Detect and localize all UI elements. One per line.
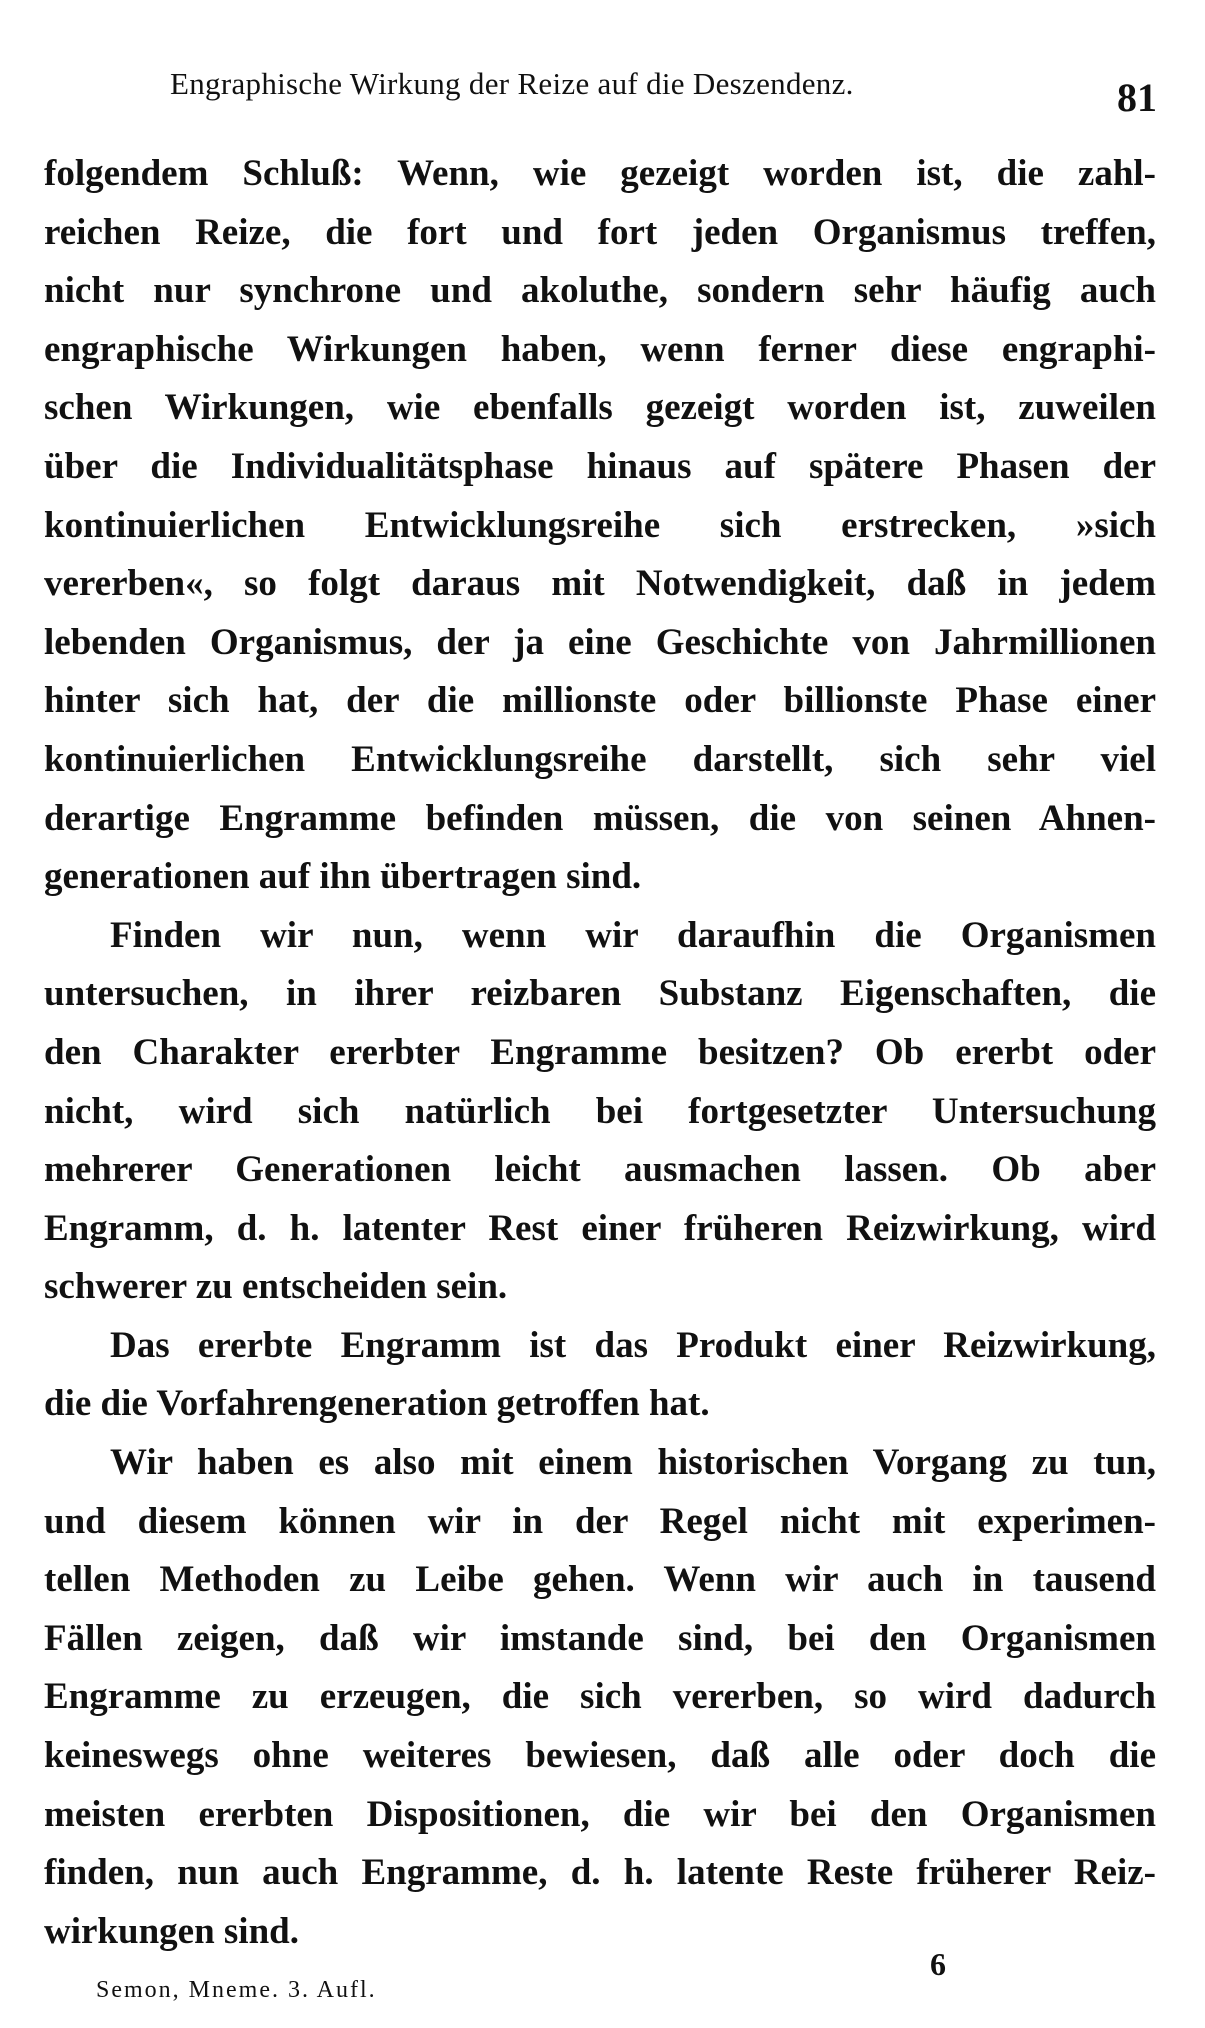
running-head: Engraphische Wirkung der Reize auf die Deszendenz. [170,66,854,101]
text-line: derartige Engramme befinden müssen, die von seinen Ahnen- [44,797,1156,839]
paragraph [44,1434,1156,1961]
text-line: wirkungen sind. [44,1910,299,1952]
text-line: die die Vorfahrengeneration getroffen hat. [44,1383,710,1425]
text-line: meisten ererbten Dispositionen, die wir bei den Organismen [44,1793,1156,1835]
text-line: lebenden Organismus, der ja eine Geschichte von Jahrmillionen [44,621,1156,663]
text-line: keineswegs ohne weiteres bewiesen, daß alle oder doch die [44,1735,1156,1777]
footer-imprint: Semon, Mneme. 3. Aufl. [96,1977,377,2003]
text-line: über die Individualitätsphase hinaus auf spätere Phasen der [44,445,1156,487]
text-line: generationen auf ihn übertragen sind. [44,856,642,898]
text-line: folgendem Schluß: Wenn, wie gezeigt worden ist, die zahl- [44,153,1156,194]
text-line: vererben«, so folgt daraus mit Notwendigkeit, daß in jedem [44,563,1156,605]
page-number: 81 [1117,75,1157,120]
text-line: kontinuierlichen Entwicklungsreihe darstellt, sich sehr viel [44,738,1156,780]
text-line: engraphische Wirkungen haben, wenn ferner diese engraphi- [44,328,1156,370]
text-line: kontinuierlichen Entwicklungsreihe sich erstrecken, »sich [44,504,1156,546]
text-line: den Charakter ererbter Engramme besitzen? Ob ererbt oder [44,1031,1156,1073]
text-line: hinter sich hat, der die millionste oder billionste Phase einer [44,680,1156,722]
paragraph [44,145,1156,907]
body-text [44,145,1156,1961]
text-line: schwerer zu entscheiden sein. [44,1266,508,1308]
text-line: reichen Reize, die fort und fort jeden Organismus treffen, [44,211,1156,253]
text-line: Fällen zeigen, daß wir imstande sind, bei den Organismen [44,1617,1156,1659]
text-line: Engramme zu erzeugen, die sich vererben, so wird dadurch [44,1676,1156,1718]
text-line: tellen Methoden zu Leibe gehen. Wenn wir auch in tausend [44,1559,1156,1601]
text-line: Das ererbte Engramm ist das Produkt einer Reizwirkung, [110,1324,1156,1366]
sheet-signature: 6 [930,1946,946,1982]
text-line: nicht nur synchrone und akoluthe, sondern sehr häufig auch [44,270,1156,312]
text-line: Engramm, d. h. latenter Rest einer früheren Reizwirkung, wird [44,1207,1156,1249]
text-line: untersuchen, in ihrer reizbaren Substanz Eigenschaften, die [44,973,1156,1015]
text-line: schen Wirkungen, wie ebenfalls gezeigt worden ist, zuweilen [44,387,1156,429]
paragraph [44,907,1156,1317]
text-line: und diesem können wir in der Regel nicht mit experimen- [44,1500,1156,1542]
text-line: finden, nun auch Engramme, d. h. latente Reste früherer Reiz- [44,1852,1156,1894]
text-line: mehrerer Generationen leicht ausmachen lassen. Ob aber [44,1149,1156,1191]
paragraph [44,1317,1156,1434]
text-line: nicht, wird sich natürlich bei fortgesetzter Untersuchung [44,1090,1156,1132]
text-line: Wir haben es also mit einem historischen Vorgang zu tun, [110,1442,1156,1484]
text-line: Finden wir nun, wenn wir daraufhin die Organismen [110,914,1156,956]
